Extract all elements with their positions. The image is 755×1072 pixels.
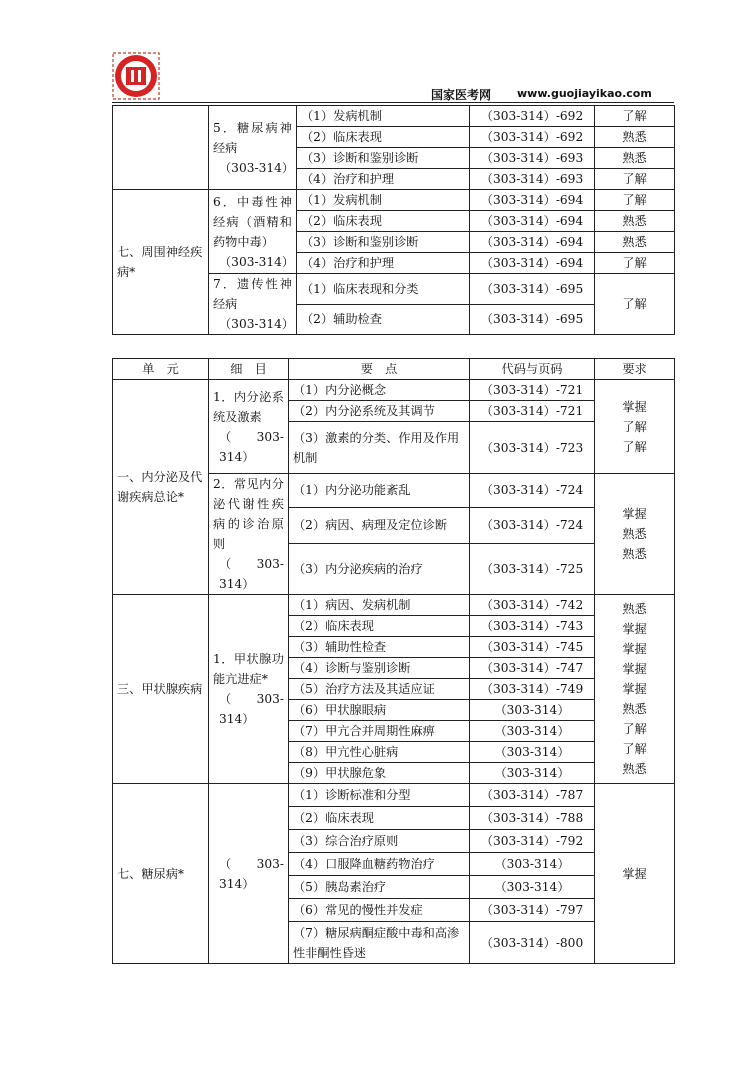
sub-title: 2．常见内分泌代谢性疾病的诊治原则 [213, 477, 284, 551]
req-cell: 熟悉 [595, 232, 675, 253]
sub-title: 1．甲状腺功能亢进症* [213, 652, 284, 686]
unit-cell: 七、糖尿病* [113, 784, 209, 964]
point-cell: （4）口服降血糖药物治疗 [289, 853, 470, 876]
point-cell: （1）发病机制 [297, 190, 470, 211]
header-points: 要 点 [289, 359, 470, 380]
point-cell: （3）诊断和鉴别诊断 [297, 232, 470, 253]
code-cell: （303-314）-721 [470, 380, 595, 401]
req-value: 掌握 [622, 399, 647, 414]
point-cell: （7）糖尿病酮症酸中毒和高渗性非酮性昏迷 [289, 922, 470, 964]
header-brand: 国家医考网 [431, 88, 492, 102]
sub-cell [209, 274, 297, 335]
code-cell: （303-314）-692 [470, 127, 595, 148]
point-cell: （6）甲状腺眼病 [289, 700, 470, 721]
code-cell: （303-314） [470, 721, 595, 742]
req-cell: 了解 [595, 106, 675, 127]
table-endocrine [112, 358, 675, 964]
code-cell: （303-314）-788 [470, 807, 595, 830]
sub-cell [209, 380, 289, 474]
table-peripheral-neuropathy [112, 105, 675, 335]
code-cell: （303-314）-695 [470, 304, 595, 335]
point-cell: （1）临床表现和分类 [297, 274, 470, 305]
sub-cell [209, 474, 289, 595]
point-cell: （3）诊断和鉴别诊断 [297, 148, 470, 169]
req-cell: 了解 [595, 274, 675, 335]
req-value: 掌握 [622, 642, 647, 656]
code-cell: （303-314）-695 [470, 274, 595, 305]
req-value: 掌握 [622, 507, 647, 521]
sub-code: （303-314） [219, 254, 295, 269]
req-value: 掌握 [622, 622, 647, 636]
sub-title: 5．糖尿病神经病 [213, 120, 292, 155]
point-cell: （3）综合治疗原则 [289, 830, 470, 853]
sub-code: （303-314） [219, 557, 284, 591]
code-cell: （303-314）-693 [470, 148, 595, 169]
req-value: 熟悉 [622, 762, 647, 776]
code-cell: （303-314）-721 [470, 401, 595, 422]
req-value: 掌握 [622, 682, 647, 696]
code-cell: （303-314）-692 [470, 106, 595, 127]
header-code: 代码与页码 [470, 359, 595, 380]
point-cell: （2）临床表现 [297, 211, 470, 232]
point-cell: （6）常见的慢性并发症 [289, 899, 470, 922]
point-cell: （4）诊断与鉴别诊断 [289, 658, 470, 679]
point-cell: （2）病因、病理及定位诊断 [289, 507, 470, 544]
code-cell: （303-314）-797 [470, 899, 595, 922]
point-cell: （5）胰岛素治疗 [289, 876, 470, 899]
header-sub: 细 目 [209, 359, 289, 380]
point-cell: （5）治疗方法及其适应证 [289, 679, 470, 700]
code-cell: （303-314）-725 [470, 544, 595, 595]
sub-cell [209, 784, 289, 964]
point-cell: （2）内分泌系统及其调节 [289, 401, 470, 422]
point-cell: （3）辅助性检查 [289, 637, 470, 658]
code-cell: （303-314）-787 [470, 784, 595, 807]
code-cell: （303-314）-694 [470, 190, 595, 211]
sub-code: （303-314） [219, 160, 295, 175]
sub-code: （303-314） [219, 317, 295, 331]
point-cell: （1）内分泌概念 [289, 380, 470, 401]
code-cell: （303-314） [470, 763, 595, 784]
req-cell: 熟悉 [595, 127, 675, 148]
sub-title: 1．内分泌系统及激素 [213, 389, 284, 424]
code-cell: （303-314）-694 [470, 211, 595, 232]
sub-cell [209, 190, 297, 274]
code-cell: （303-314）-724 [470, 474, 595, 508]
point-cell: （3）激素的分类、作用及作用机制 [289, 422, 470, 474]
code-cell: （303-314） [470, 700, 595, 721]
point-cell: （4）治疗和护理 [297, 169, 470, 190]
point-cell: （1）发病机制 [297, 106, 470, 127]
unit-cell: 三、甲状腺疾病 [113, 595, 209, 784]
req-cell: 了解 [595, 253, 675, 274]
unit-cell: 七、周围神经疾病* [113, 190, 209, 335]
sub-title: 7．遗传性神经病 [213, 277, 292, 311]
req-cell: 掌握 [595, 784, 675, 964]
header-req: 要求 [595, 359, 675, 380]
req-cell [595, 380, 675, 474]
point-cell: （2）辅助检查 [297, 304, 470, 335]
req-cell [595, 474, 675, 595]
code-cell: （303-314）-693 [470, 169, 595, 190]
code-cell: （303-314）-742 [470, 595, 595, 616]
unit-cell [113, 106, 209, 190]
sub-code: （303-314） [219, 692, 284, 726]
table-row [113, 190, 675, 211]
req-value: 熟悉 [622, 702, 647, 716]
req-value: 了解 [622, 742, 647, 756]
req-cell: 熟悉 [595, 148, 675, 169]
code-cell: （303-314）-792 [470, 830, 595, 853]
sub-cell [209, 595, 289, 784]
point-cell: （2）临床表现 [289, 616, 470, 637]
code-cell: （303-314）-800 [470, 922, 595, 964]
header-unit: 单 元 [113, 359, 209, 380]
point-cell: （4）治疗和护理 [297, 253, 470, 274]
code-cell: （303-314）-743 [470, 616, 595, 637]
table-row [113, 106, 675, 127]
req-cell: 了解 [595, 190, 675, 211]
code-cell: （303-314）-724 [470, 507, 595, 544]
req-value: 熟悉 [622, 547, 647, 561]
point-cell: （2）临床表现 [297, 127, 470, 148]
code-cell: （303-314）-694 [470, 232, 595, 253]
code-cell: （303-314）-723 [470, 422, 595, 474]
point-cell: （8）甲亢性心脏病 [289, 742, 470, 763]
code-cell: （303-314） [470, 876, 595, 899]
sub-cell [209, 106, 297, 190]
header-divider [112, 102, 674, 103]
table-row [113, 380, 675, 401]
sub-code: （303-314） [219, 429, 284, 464]
point-cell: （7）甲亢合并周期性麻痹 [289, 721, 470, 742]
req-value: 了解 [622, 439, 647, 454]
point-cell: （1）内分泌功能紊乱 [289, 474, 470, 508]
code-cell: （303-314）-745 [470, 637, 595, 658]
code-cell: （303-314）-749 [470, 679, 595, 700]
table-row [113, 784, 675, 807]
sub-code: （303-314） [219, 856, 284, 891]
code-cell: （303-314） [470, 853, 595, 876]
table-header-row [113, 359, 675, 380]
point-cell: （9）甲状腺危象 [289, 763, 470, 784]
req-value: 掌握 [622, 662, 647, 676]
header-url[interactable]: www.guojiayikao.com [517, 87, 652, 100]
point-cell: （1）诊断标准和分型 [289, 784, 470, 807]
seal-logo-icon [112, 52, 160, 100]
req-value: 熟悉 [622, 602, 647, 616]
req-value: 了解 [622, 419, 647, 434]
code-cell: （303-314）-694 [470, 253, 595, 274]
unit-cell: 一、内分泌及代谢疾病总论* [113, 380, 209, 595]
req-value: 了解 [622, 722, 647, 736]
req-cell: 了解 [595, 169, 675, 190]
point-cell: （1）病因、发病机制 [289, 595, 470, 616]
sub-title: 6．中毒性神经病（酒精和药物中毒） [213, 194, 292, 249]
point-cell: （3）内分泌疾病的治疗 [289, 544, 470, 595]
req-cell [595, 595, 675, 784]
table-row [113, 595, 675, 616]
code-cell: （303-314）-747 [470, 658, 595, 679]
point-cell: （2）临床表现 [289, 807, 470, 830]
req-cell: 熟悉 [595, 211, 675, 232]
req-value: 熟悉 [622, 527, 647, 541]
code-cell: （303-314） [470, 742, 595, 763]
